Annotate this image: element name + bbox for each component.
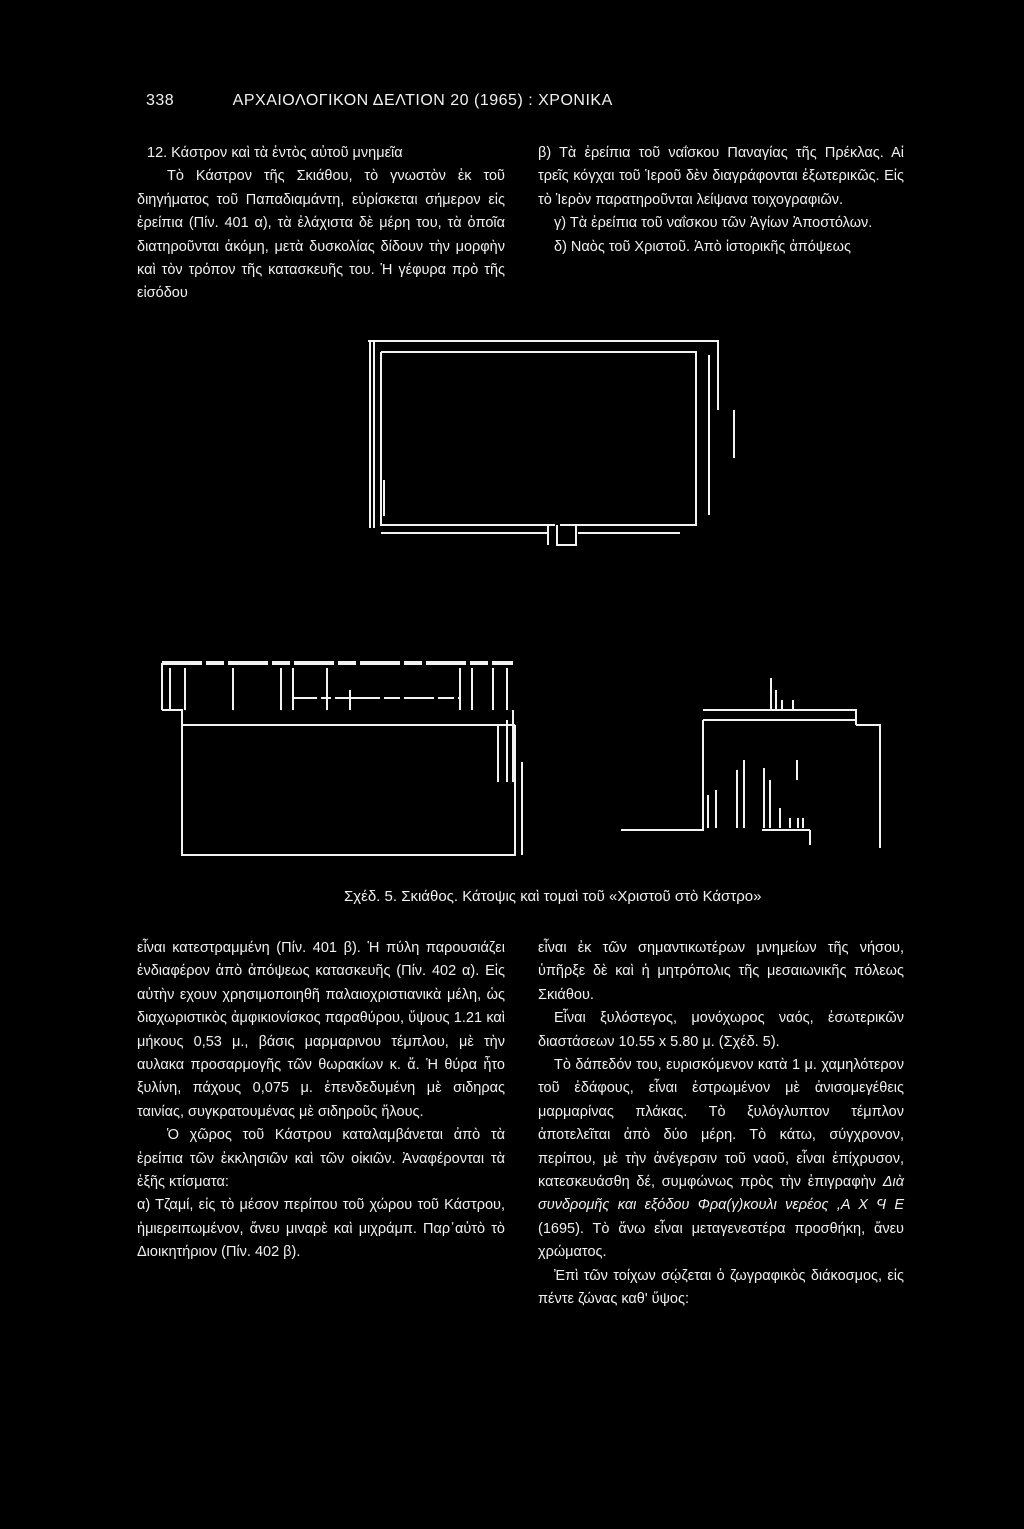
section-heading: 12. Κάστρον καὶ τὰ ἐντὸς αὐτοῦ μνημεῖα	[147, 145, 403, 161]
paragraph: δ) Ναὸς τοῦ Χριστοῦ. Ἀπὸ ἱστορικῆς ἀπόψεως	[554, 238, 851, 255]
paragraph: β) Τὰ ἐρείπια τοῦ ναΐσκου Παναγίας τῆς Πρέκλας. Αἱ τρεῖς κόγχαι τοῦ Ἱεροῦ δὲν διαγράφονται ἐξωτερικῶς. Εἰς τὸ Ἱερὸν παρατηροῦνται λείψανα τοιχογραφιῶν.	[538, 145, 904, 208]
column-bottom-left	[137, 937, 505, 1265]
section-drawing-left	[162, 663, 522, 855]
paragraph: εἶναι κατεστραμμένη (Πίν. 401 β). Ἡ πύλη παρουσιάζει ἐνδιαφέρον ἀπὸ ἀπόψεως κατασκευῆς (Πίν. 402 α). Εἰς αὐτὴν εχουν χρησιμοποιηθῆ παλαιοχριστιανικὰ μέλη, ὡς διαχωριστικὸς ἀμφικιονίσκος παραθύρου, ὕψους 1.21 καὶ μήκους 0,53 μ., βάσις μαρμαρινου τέμπλου, μὲ τὴν αυλακα προσαρμογῆς τῶν θωρακίων κ. ἄ. Ἡ θύρα ἦτο ξυλίνη, πάχους 0,075 μ. ἐπενδεδυμένη μὲ σιδηρας ταινίας, συγκρατουμένας μὲ σιδηροῦς ἥλους.	[137, 940, 505, 1120]
column-top-right	[538, 142, 904, 259]
column-bottom-right	[538, 937, 904, 1312]
page-header	[146, 92, 746, 110]
paragraph: Εἶναι ξυλόστεγος, μονόχωρος ναός, ἐσωτερικῶν διαστάσεων 10.55 x 5.80 μ. (Σχέδ. 5).	[538, 1010, 904, 1050]
column-top-left	[137, 142, 505, 306]
plan-drawing	[368, 341, 734, 545]
paragraph: Ἐπὶ τῶν τοίχων σῴζεται ὁ ζωγραφικὸς διάκοσμος, εἰς πέντε ζώνας καθ' ὕψος:	[538, 1267, 904, 1308]
paragraph: εἶναι ἐκ τῶν σημαντικωτέρων μνημείων τῆς νήσου, ὑπῆρξε δὲ καὶ ἡ μητρόπολις τῆς μεσαιωνικῆς πόλεως Σκιάθου.	[538, 940, 904, 1003]
figure-caption: Σχέδ. 5. Σκιάθος. Κάτοψις καὶ τομαὶ τοῦ «Χριστοῦ στὸ Κάστρο»	[344, 888, 762, 905]
page-number: 338	[146, 92, 175, 109]
section-drawing-right	[621, 678, 880, 848]
paragraph-text: (1695). Τὸ ἄνω εἶναι μεταγενεστέρα προσθήκη, ἄνευ χρώματος.	[538, 1220, 904, 1261]
paragraph: γ) Τὰ ἐρείπια τοῦ ναΐσκου τῶν Ἁγίων Ἀποστόλων.	[554, 215, 873, 232]
paragraph: Ὁ χῶρος τοῦ Κάστρου καταλαμβάνεται ἀπὸ τὰ ἐρείπια τῶν ἐκκλησιῶν καὶ τῶν οἰκιῶν. Ἀναφέρονται τὰ ἑξῆς κτίσματα:	[137, 1127, 505, 1191]
paragraph-text: Τὸ δάπεδόν του, ευρισκόμενον κατὰ 1 μ. χαμηλότερον τοῦ ἐδάφους, εἶναι ἐστρωμένον μὲ ἀνισομεγέθεις μαρμαρίνας πλάκας. Τὸ ξυλόγλυπτον τέμπλον ἀποτελεῖται ἀπὸ δύο μέρη. Τὸ κάτω, σύγχρονον, περίπου, μὲ τὴν ἀνέγερσιν τοῦ ναοῦ, εἶναι ἐπίχρυσον, κατεσκευάσθη δέ, συμφώνως πρὸς τὴν ἐπιγραφὴν	[538, 1057, 904, 1191]
running-title: ΑΡΧΑΙΟΛΟΓΙΚΟΝ ΔΕΛΤΙΟΝ 20 (1965) : ΧΡΟΝΙΚΑ	[232, 92, 613, 109]
paragraph	[538, 1054, 904, 1265]
inscription-text: Διὰ συνδρομῆς και εξόδου Φρα(γ)κουλι νερέος ,Α Χ Ϥ Ε	[538, 1174, 905, 1214]
paragraph: Τὸ Κάστρον τῆς Σκιάθου, τὸ γνωστὸν ἐκ τοῦ διηγήματος τοῦ Παπαδιαμάντη, εὑρίσκεται σήμερον εἰς ἐρείπια (Πίν. 401 α), τὰ ἐλάχιστα δὲ μέρη του, τὰ ὁποῖα διατηροῦνται ἀκόμη, μετὰ δυσκολίας δίδουν τὴν μορφὴν καὶ τὸν τρόπον τῆς κατασκευῆς του. Ἡ γέφυρα πρὸ τῆς εἰσόδου	[137, 168, 505, 302]
paragraph: α) Τζαμί, εἰς τὸ μέσον περίπου τοῦ χώρου τοῦ Κάστρου, ἡμιερειπωμένον, ἄνευ μιναρὲ καὶ μιχράμπ. Παρ᾽αὐτὸ τὸ Διοικητήριον (Πίν. 402 β).	[137, 1197, 505, 1261]
